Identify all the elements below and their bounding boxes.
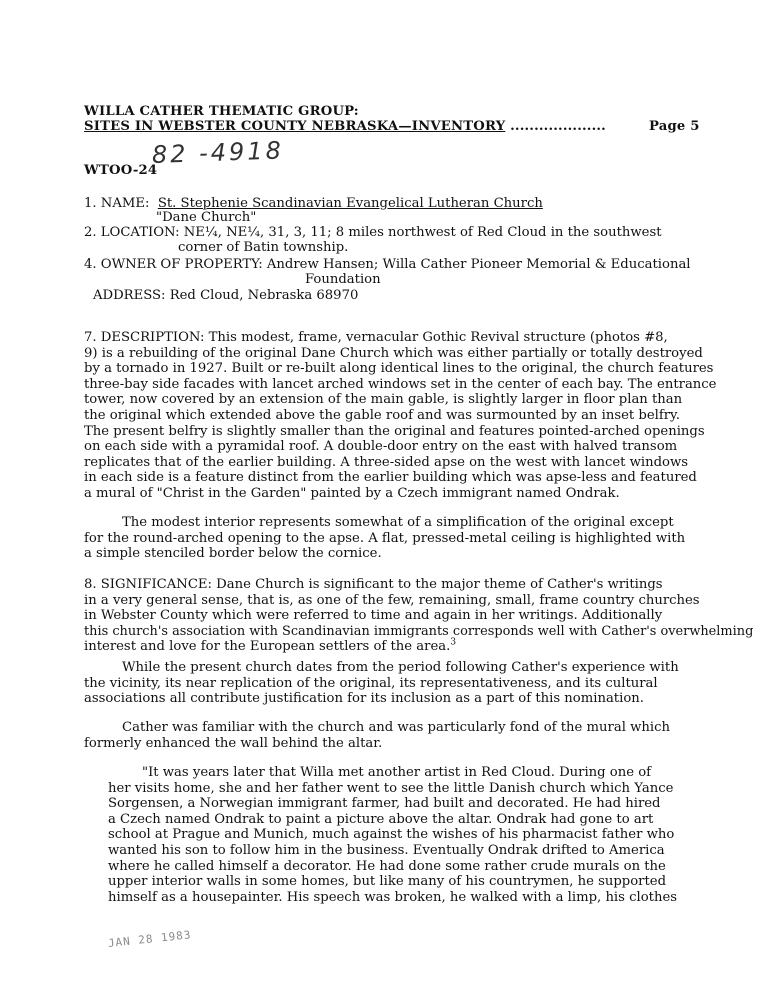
group-title: WILLA CATHER THEMATIC GROUP: bbox=[84, 104, 359, 119]
location-line-2: corner of Batin township. bbox=[178, 240, 349, 255]
interior-line: a simple stenciled border below the cornice. bbox=[84, 546, 382, 562]
quote-line: wanted his son to follow him in the business. Eventually Ondrak drifted to America bbox=[108, 842, 665, 858]
block-quote bbox=[108, 765, 677, 905]
significance-line: this church's association with Scandinavian immigrants corresponds well with Cather's overwhelming bbox=[84, 623, 754, 639]
quote-line: her visits home, she and her father went to see the little Danish church which Yance bbox=[108, 780, 674, 796]
present-church-paragraph bbox=[84, 660, 679, 707]
description-line: a mural of "Christ in the Garden" painted by a Czech immigrant named Ondrak. bbox=[84, 485, 620, 501]
description-line: 9) is a rebuilding of the original Dane Church which was either partially or totally destroyed bbox=[84, 345, 703, 361]
description-line: three-bay side facades with lancet arched windows set in the center of each bay. The entrance bbox=[84, 376, 717, 392]
significance-section bbox=[84, 577, 753, 655]
present-line: While the present church dates from the period following Cather's experience with bbox=[122, 660, 679, 675]
interior-line: The modest interior represents somewhat of a simplification of the original except bbox=[122, 515, 674, 530]
site-code: WTOO-24 bbox=[84, 163, 158, 178]
interior-paragraph bbox=[84, 515, 685, 562]
quote-line: Sorgensen, a Norwegian immigrant farmer, had built and decorated. He had hired bbox=[108, 796, 661, 812]
description-line: on each side with a pyramidal roof. A double-door entry on the east with halved transom bbox=[84, 439, 678, 455]
present-line: the vicinity, its near replication of the original, its representativeness, and its cultural bbox=[84, 675, 658, 691]
significance-line: in Webster County which were referred to time and again in her writings. Additionally bbox=[84, 608, 663, 624]
date-stamp: JAN 28 1983 bbox=[107, 928, 193, 950]
quote-line: himself as a housepainter. His speech was broken, he walked with a limp, his clothes bbox=[108, 889, 678, 905]
name-value: St. Stephenie Scandinavian Evangelical Lutheran Church bbox=[157, 196, 543, 211]
name-alias: "Dane Church" bbox=[156, 210, 257, 225]
footnote-mark: 3 bbox=[450, 637, 457, 648]
quote-line: school at Prague and Munich, much against the wishes of his pharmacist father who bbox=[108, 827, 675, 843]
address: ADDRESS: Red Cloud, Nebraska 68970 bbox=[93, 288, 359, 303]
inventory-title: SITES IN WEBSTER COUNTY NEBRASKA—INVENTORY bbox=[84, 119, 506, 134]
significance-last-text: interest and love for the European settlers of the area. bbox=[84, 639, 451, 655]
name-field bbox=[84, 196, 543, 212]
inventory-title-line bbox=[84, 119, 606, 135]
description-line: 7. DESCRIPTION: This modest, frame, vernacular Gothic Revival structure (photos #8, bbox=[84, 330, 668, 345]
quote-line: a Czech named Ondrak to paint a picture above the altar. Ondrak had gone to art bbox=[108, 811, 654, 827]
significance-line bbox=[84, 639, 753, 655]
familiar-line: formerly enhanced the wall behind the altar. bbox=[84, 735, 383, 751]
description-section bbox=[84, 330, 717, 502]
description-line: the original which extended above the gable roof and was surmounted by an inset belfry. bbox=[84, 407, 680, 423]
description-line: replicates that of the earlier building. A three-sided apse on the west with lancet windows bbox=[84, 454, 689, 470]
leader-dots: .................... bbox=[505, 119, 606, 134]
handwritten-number: 82 -4918 bbox=[151, 136, 285, 169]
description-line: tower, now covered by an extension of the main gable, is slightly larger in floor plan than bbox=[84, 392, 683, 408]
significance-line: in a very general sense, that is, as one of the few, remaining, small, frame country churches bbox=[84, 592, 700, 608]
interior-line: for the round-arched opening to the apse. A flat, pressed-metal ceiling is highlighted with bbox=[84, 530, 686, 546]
owner-line-1: 4. OWNER OF PROPERTY: Andrew Hansen; Willa Cather Pioneer Memorial & Educational bbox=[84, 257, 691, 272]
quote-line: "It was years later that Willa met another artist in Red Cloud. During one of bbox=[142, 765, 652, 780]
familiar-paragraph bbox=[84, 720, 670, 751]
description-line: The present belfry is slightly smaller than the original and features pointed-arched openings bbox=[84, 423, 705, 439]
quote-line: upper interior walls in some homes, but like many of his countrymen, he supported bbox=[108, 874, 667, 890]
familiar-line: Cather was familiar with the church and was particularly fond of the mural which bbox=[122, 720, 670, 735]
description-line: by a tornado in 1927. Built or re-built along identical lines to the original, the church features bbox=[84, 361, 714, 377]
description-line: in each side is a feature distinct from the earlier building which was apse-less and featured bbox=[84, 470, 697, 486]
page-number: Page 5 bbox=[649, 119, 700, 134]
present-line: associations all contribute justification for its inclusion as a part of this nomination. bbox=[84, 691, 644, 707]
owner-line-2: Foundation bbox=[305, 272, 381, 287]
location-line-1: 2. LOCATION: NE¼, NE¼, 31, 3, 11; 8 miles northwest of Red Cloud in the southwest bbox=[84, 225, 662, 240]
significance-line: 8. SIGNIFICANCE: Dane Church is significant to the major theme of Cather's writings bbox=[84, 577, 663, 592]
name-label: 1. NAME: bbox=[84, 196, 150, 211]
quote-line: where he called himself a decorator. He had done some rather crude murals on the bbox=[108, 858, 666, 874]
